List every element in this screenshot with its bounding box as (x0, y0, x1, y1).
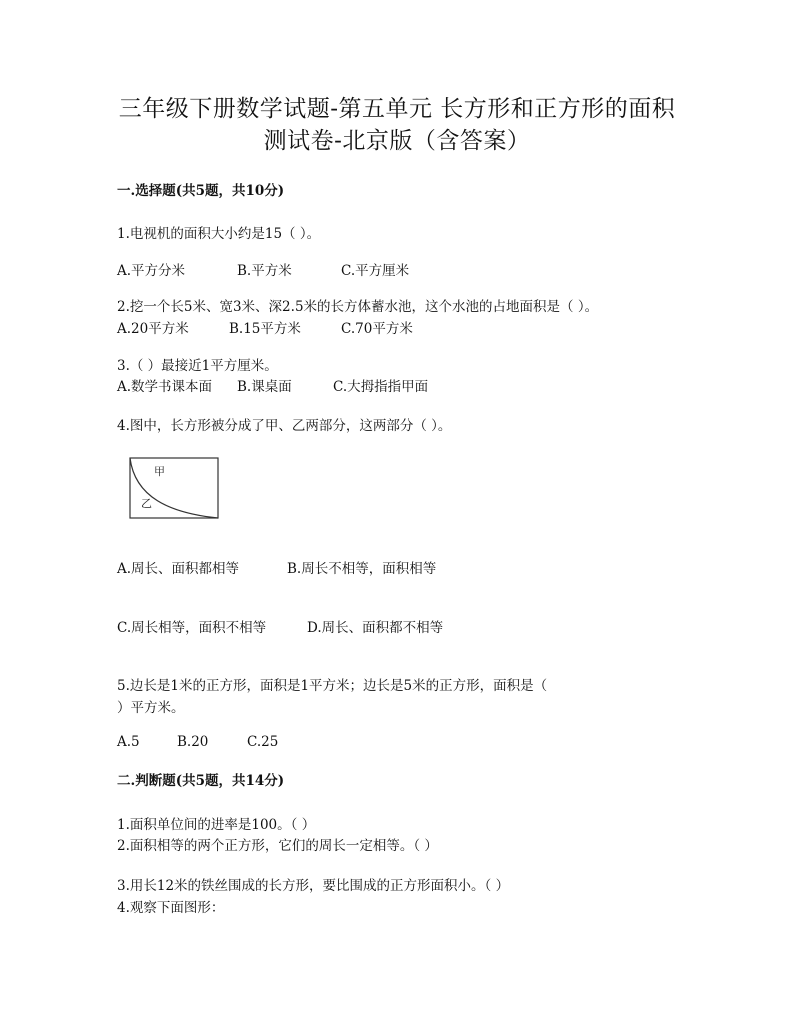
q5-option-c: C.25 (247, 734, 279, 750)
q5-option-a: A.5 (117, 734, 140, 750)
judge-item-4: 4.观察下面图形： (117, 900, 225, 916)
section-1-heading: 一.选择题(共5题，共10分) (117, 183, 285, 199)
judge-item-1: 1.面积单位间的进率是100。（ ） (117, 817, 316, 833)
q3-option-c: C.大拇指指甲面 (333, 379, 429, 395)
question-1: 1.电视机的面积大小约是15（ ）。 (117, 226, 321, 242)
q4-option-a: A.周长、面积都相等 (117, 561, 240, 577)
q3-option-b: B.课桌面 (237, 379, 292, 395)
region-yi-label: 乙 (141, 497, 152, 510)
judge-item-2: 2.面积相等的两个正方形，它们的周长一定相等。（ ） (117, 838, 438, 854)
q4-figure-svg (129, 457, 221, 521)
q1-option-b: B.平方米 (237, 263, 292, 279)
question-5-line-1: 5.边长是1米的正方形，面积是1平方米；边长是5米的正方形，面积是（ (117, 678, 548, 694)
q1-option-a: A.平方分米 (117, 263, 186, 279)
q2-option-a: A.20平方米 (117, 321, 189, 337)
q4-option-c: C.周长相等，面积不相等 (117, 620, 267, 636)
q4-option-b: B.周长不相等，面积相等 (287, 561, 437, 577)
title-line-1: 三年级下册数学试题-第五单元 长方形和正方形的面积 (118, 96, 676, 122)
q4-option-d: D.周长、面积都不相等 (307, 620, 444, 636)
q2-option-c: C.70平方米 (341, 321, 413, 337)
q2-option-b: B.15平方米 (229, 321, 301, 337)
region-jia-label: 甲 (154, 465, 165, 478)
question-4: 4.图中，长方形被分成了甲、乙两部分，这两部分（ ）。 (117, 418, 452, 434)
question-3: 3.（ ）最接近1平方厘米。 (117, 358, 278, 374)
question-2: 2.挖一个长5米、宽3米、深2.5米的长方体蓄水池，这个水池的占地面积是（ ）。 (117, 299, 599, 315)
q4-rectangle-figure (129, 457, 221, 525)
question-5-line-2: ）平方米。 (117, 700, 185, 716)
q1-option-c: C.平方厘米 (341, 263, 410, 279)
judge-item-3: 3.用长12米的铁丝围成的长方形，要比围成的正方形面积小。（ ） (117, 878, 510, 894)
title-line-2: 测试卷-北京版（含答案） (263, 128, 531, 154)
section-2-heading: 二.判断题(共5题，共14分) (117, 773, 285, 789)
q3-option-a: A.数学书课本面 (117, 379, 213, 395)
q5-option-b: B.20 (177, 734, 209, 750)
